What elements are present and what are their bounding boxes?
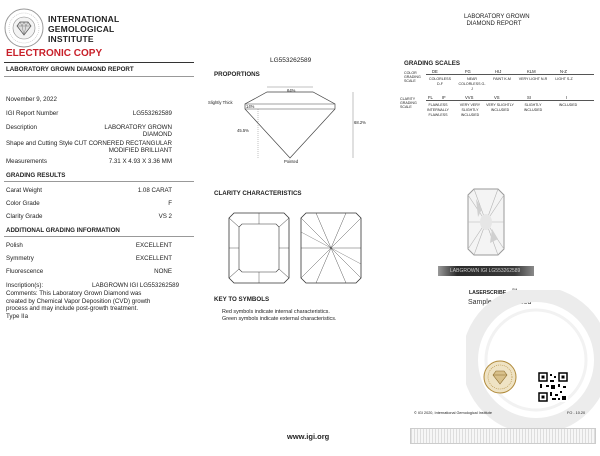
detail-row-report-number <box>6 110 172 119</box>
color-desc: NEAR COLORLESS G-J <box>458 77 486 91</box>
clarity-grade: VS <box>494 95 500 100</box>
detail-value: LABORATORY GROWN <box>104 124 172 131</box>
gold-seal-icon <box>483 360 517 394</box>
depth-percent: 68.2% <box>354 120 366 125</box>
crown-percent: 14% <box>246 104 255 109</box>
info-value: EXCELLENT <box>135 242 172 249</box>
igi-logo-icon <box>4 8 44 48</box>
clarity-scale-label: CLARITY GRADING SCALE <box>400 97 417 109</box>
copyright-text: © IGI 2020, International Gemological Institute <box>414 411 492 415</box>
clarity-plot-crown <box>228 212 290 284</box>
key-title: KEY TO SYMBOLS <box>214 296 270 303</box>
color-scale-label: COLOR GRADING SCALE <box>404 71 421 83</box>
org-name-line2: GEMOLOGICAL <box>48 24 115 34</box>
additional-info <box>6 242 172 282</box>
comments <box>6 290 196 320</box>
inscription-label: Inscription(s): <box>6 282 44 289</box>
grade-value: 1.08 CARAT <box>137 187 172 194</box>
detail-value: DIAMOND <box>142 131 172 138</box>
detail-label: Description <box>6 124 37 131</box>
color-grade: FG <box>465 69 471 74</box>
security-strip <box>410 428 596 444</box>
culet-label: Pointed <box>284 159 299 164</box>
electronic-copy-label: ELECTRONIC COPY <box>6 48 103 59</box>
grade-label: Clarity Grade <box>6 213 43 220</box>
color-grade: KLM <box>527 69 536 74</box>
table-percent: 64% <box>287 88 296 93</box>
detail-value: LG553262589 <box>132 110 172 117</box>
detail-row-measurements <box>6 158 172 167</box>
proportions-title: PROPORTIONS <box>214 71 260 78</box>
detail-label: Shape and Cutting Style <box>6 140 73 147</box>
title-divider <box>4 76 194 77</box>
info-row-symmetry <box>6 255 172 264</box>
report-date: November 9, 2022 <box>6 96 57 103</box>
comment-line: Type IIa <box>6 312 29 320</box>
clarity-grade: FL <box>428 95 433 100</box>
clarity-desc: INCLUDED <box>558 103 578 107</box>
color-grade: HIJ <box>495 69 502 74</box>
info-row-polish <box>6 242 172 251</box>
color-desc: VERY LIGHT N-R <box>518 77 548 81</box>
section-divider <box>4 181 194 182</box>
additional-info-title: ADDITIONAL GRADING INFORMATION <box>6 227 120 234</box>
detail-value: 7.31 X 4.93 X 3.36 MM <box>108 158 172 165</box>
diamond-sample-image <box>442 183 530 267</box>
footer-url[interactable]: www.igi.org <box>287 432 330 441</box>
detail-value: MODIFIED BRILLIANT <box>108 147 172 154</box>
comment-line: process and may include post-growth treatment. <box>6 305 139 313</box>
org-name-line1: INTERNATIONAL <box>48 14 120 24</box>
sample-image-label: Sample Image Used <box>468 299 532 306</box>
grade-value: F <box>168 200 172 207</box>
detail-label: Measurements <box>6 158 47 165</box>
detail-row-description-cont <box>6 131 172 140</box>
clarity-desc: FLAWLESS INTERNALLY FLAWLESS <box>427 103 449 117</box>
info-label: Symmetry <box>6 255 34 262</box>
header-divider <box>4 62 194 63</box>
clarity-desc: SLIGHTLY INCLUDED <box>523 103 543 112</box>
color-scale-line <box>426 74 594 75</box>
grading-results <box>6 187 172 227</box>
info-value: EXCELLENT <box>135 255 172 262</box>
girdle-label: Slightly Thick <box>208 100 233 105</box>
color-grade: DE <box>432 69 438 74</box>
org-name-line3: INSTITUTE <box>48 34 94 44</box>
comment-line: created by Chemical Vapor Deposition (CVD) growth <box>6 297 151 305</box>
color-desc: COLORLESS D-F <box>429 77 451 86</box>
clarity-scale-line <box>426 100 594 101</box>
clarity-grade: SI <box>527 95 531 100</box>
key-line-internal: Red symbols indicate internal characteristics. <box>222 309 330 315</box>
detail-label: IGI Report Number <box>6 110 59 117</box>
clarity-grade: VVS <box>465 95 474 100</box>
clarity-plot-pavilion <box>300 212 362 284</box>
grade-row-carat <box>6 187 172 196</box>
grading-scales-title: GRADING SCALES <box>404 60 461 67</box>
report-title: LABORATORY GROWN DIAMOND REPORT <box>6 66 134 73</box>
clarity-title: CLARITY CHARACTERISTICS <box>214 190 302 197</box>
key-line-external: Green symbols indicate external characteristics. <box>222 316 337 322</box>
proportions-diagram <box>205 82 375 162</box>
laserscribe-inscription: LABGROWN IGI LG553262589 <box>450 268 521 274</box>
grade-value: VS 2 <box>158 213 172 220</box>
laserscribe-label: LASERSCRIBE <box>469 290 507 296</box>
qr-code-icon[interactable] <box>538 372 568 402</box>
comment-line: Comments: This Laboratory Grown Diamond was <box>6 290 142 297</box>
grade-label: Color Grade <box>6 200 40 207</box>
color-desc: LIGHT S-Z <box>555 77 573 81</box>
detail-value: CUT CORNERED RECTANGULAR <box>74 140 172 147</box>
grade-label: Carat Weight <box>6 187 42 194</box>
grade-row-clarity <box>6 213 172 222</box>
clarity-desc: VERY SLIGHTLY INCLUDED <box>486 103 514 112</box>
laserscribe-sm: SM <box>512 288 518 292</box>
info-value: NONE <box>154 268 172 275</box>
info-label: Fluorescence <box>6 268 44 275</box>
info-row-fluorescence <box>6 268 172 277</box>
clarity-grade: IF <box>442 95 446 100</box>
form-code: FO - 10.20 <box>567 411 586 415</box>
center-report-number: LG553262589 <box>270 57 312 64</box>
grade-row-color <box>6 200 172 209</box>
clarity-grade: I <box>566 95 568 100</box>
color-desc: FAINT K-M <box>493 77 511 81</box>
info-label: Polish <box>6 242 23 249</box>
detail-row-shape-cont <box>6 147 172 156</box>
report-details <box>6 96 172 176</box>
right-title-line2: DIAMOND REPORT <box>466 21 522 27</box>
pavilion-percent: 45.5% <box>237 128 249 133</box>
section-divider <box>4 236 194 237</box>
color-grade: N-Z <box>560 69 567 74</box>
grading-results-title: GRADING RESULTS <box>6 172 66 179</box>
clarity-desc: VERY VERY SLIGHTLY INCLUDED <box>459 103 481 117</box>
detail-row-date <box>6 96 172 105</box>
right-title-line1: LABORATORY GROWN <box>464 14 530 20</box>
inscription-value: LABGROWN IGI LG553262589 <box>92 282 180 289</box>
